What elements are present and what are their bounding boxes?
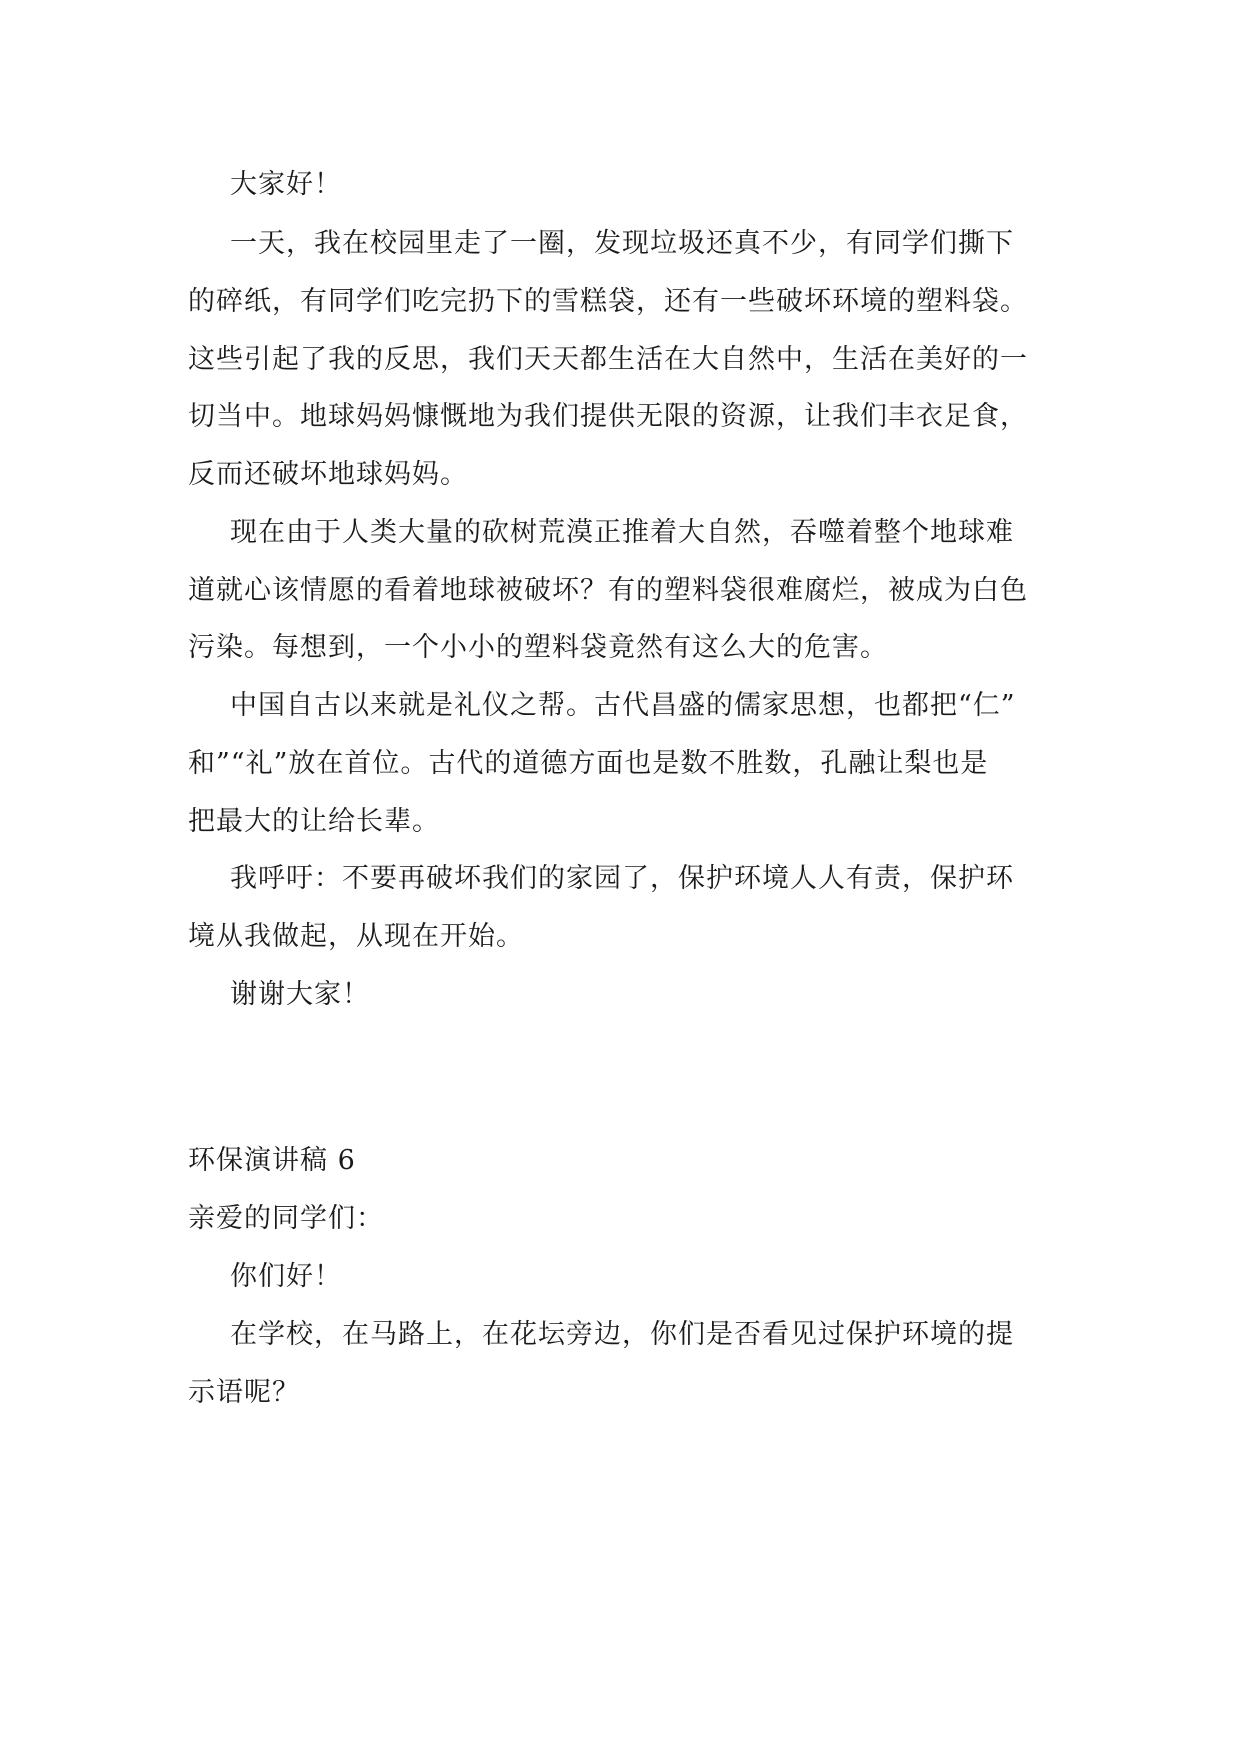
- paragraph-line: 把最大的让给长辈。: [188, 806, 440, 837]
- paragraph-line: 这些引起了我的反思，我们天天都生活在大自然中，生活在美好的一: [188, 344, 1028, 375]
- paragraph-line: 的碎纸，有同学们吃完扔下的雪糕袋，还有一些破坏环境的塑料袋。: [188, 286, 1028, 317]
- section-title: 环保演讲稿 6: [188, 1145, 356, 1176]
- paragraph-line: 一天，我在校园里走了一圈，发现垃圾还真不少，有同学们撕下: [230, 228, 1014, 259]
- salutation-line: 亲爱的同学们：: [188, 1203, 384, 1234]
- paragraph-line: 示语呢？: [188, 1377, 300, 1408]
- paragraph-line: 和”“礼”放在首位。古代的道德方面也是数不胜数，孔融让梨也是: [188, 748, 989, 779]
- paragraph-line: 道就心该情愿的看着地球被破坏？有的塑料袋很难腐烂，被成为白色: [188, 575, 1028, 606]
- paragraph-line: 境从我做起，从现在开始。: [188, 921, 524, 952]
- paragraph-line: 我呼吁：不要再破坏我们的家园了，保护环境人人有责，保护环: [230, 863, 1014, 894]
- paragraph-line: 切当中。地球妈妈慷慨地为我们提供无限的资源，让我们丰衣足食，: [188, 401, 1028, 432]
- paragraph-line: 中国自古以来就是礼仪之帮。古代昌盛的儒家思想，也都把“仁”: [230, 690, 1016, 721]
- paragraph-line: 在学校，在马路上，在花坛旁边，你们是否看见过保护环境的提: [230, 1319, 1014, 1350]
- paragraph-line: 反而还破坏地球妈妈。: [188, 459, 468, 490]
- greeting-line: 大家好！: [230, 169, 342, 200]
- closing-line: 谢谢大家！: [230, 979, 370, 1010]
- paragraph-line: 污染。每想到，一个小小的塑料袋竟然有这么大的危害。: [188, 632, 888, 663]
- greeting-line: 你们好！: [230, 1261, 342, 1292]
- paragraph-line: 现在由于人类大量的砍树荒漠正推着大自然，吞噬着整个地球难: [230, 517, 1014, 548]
